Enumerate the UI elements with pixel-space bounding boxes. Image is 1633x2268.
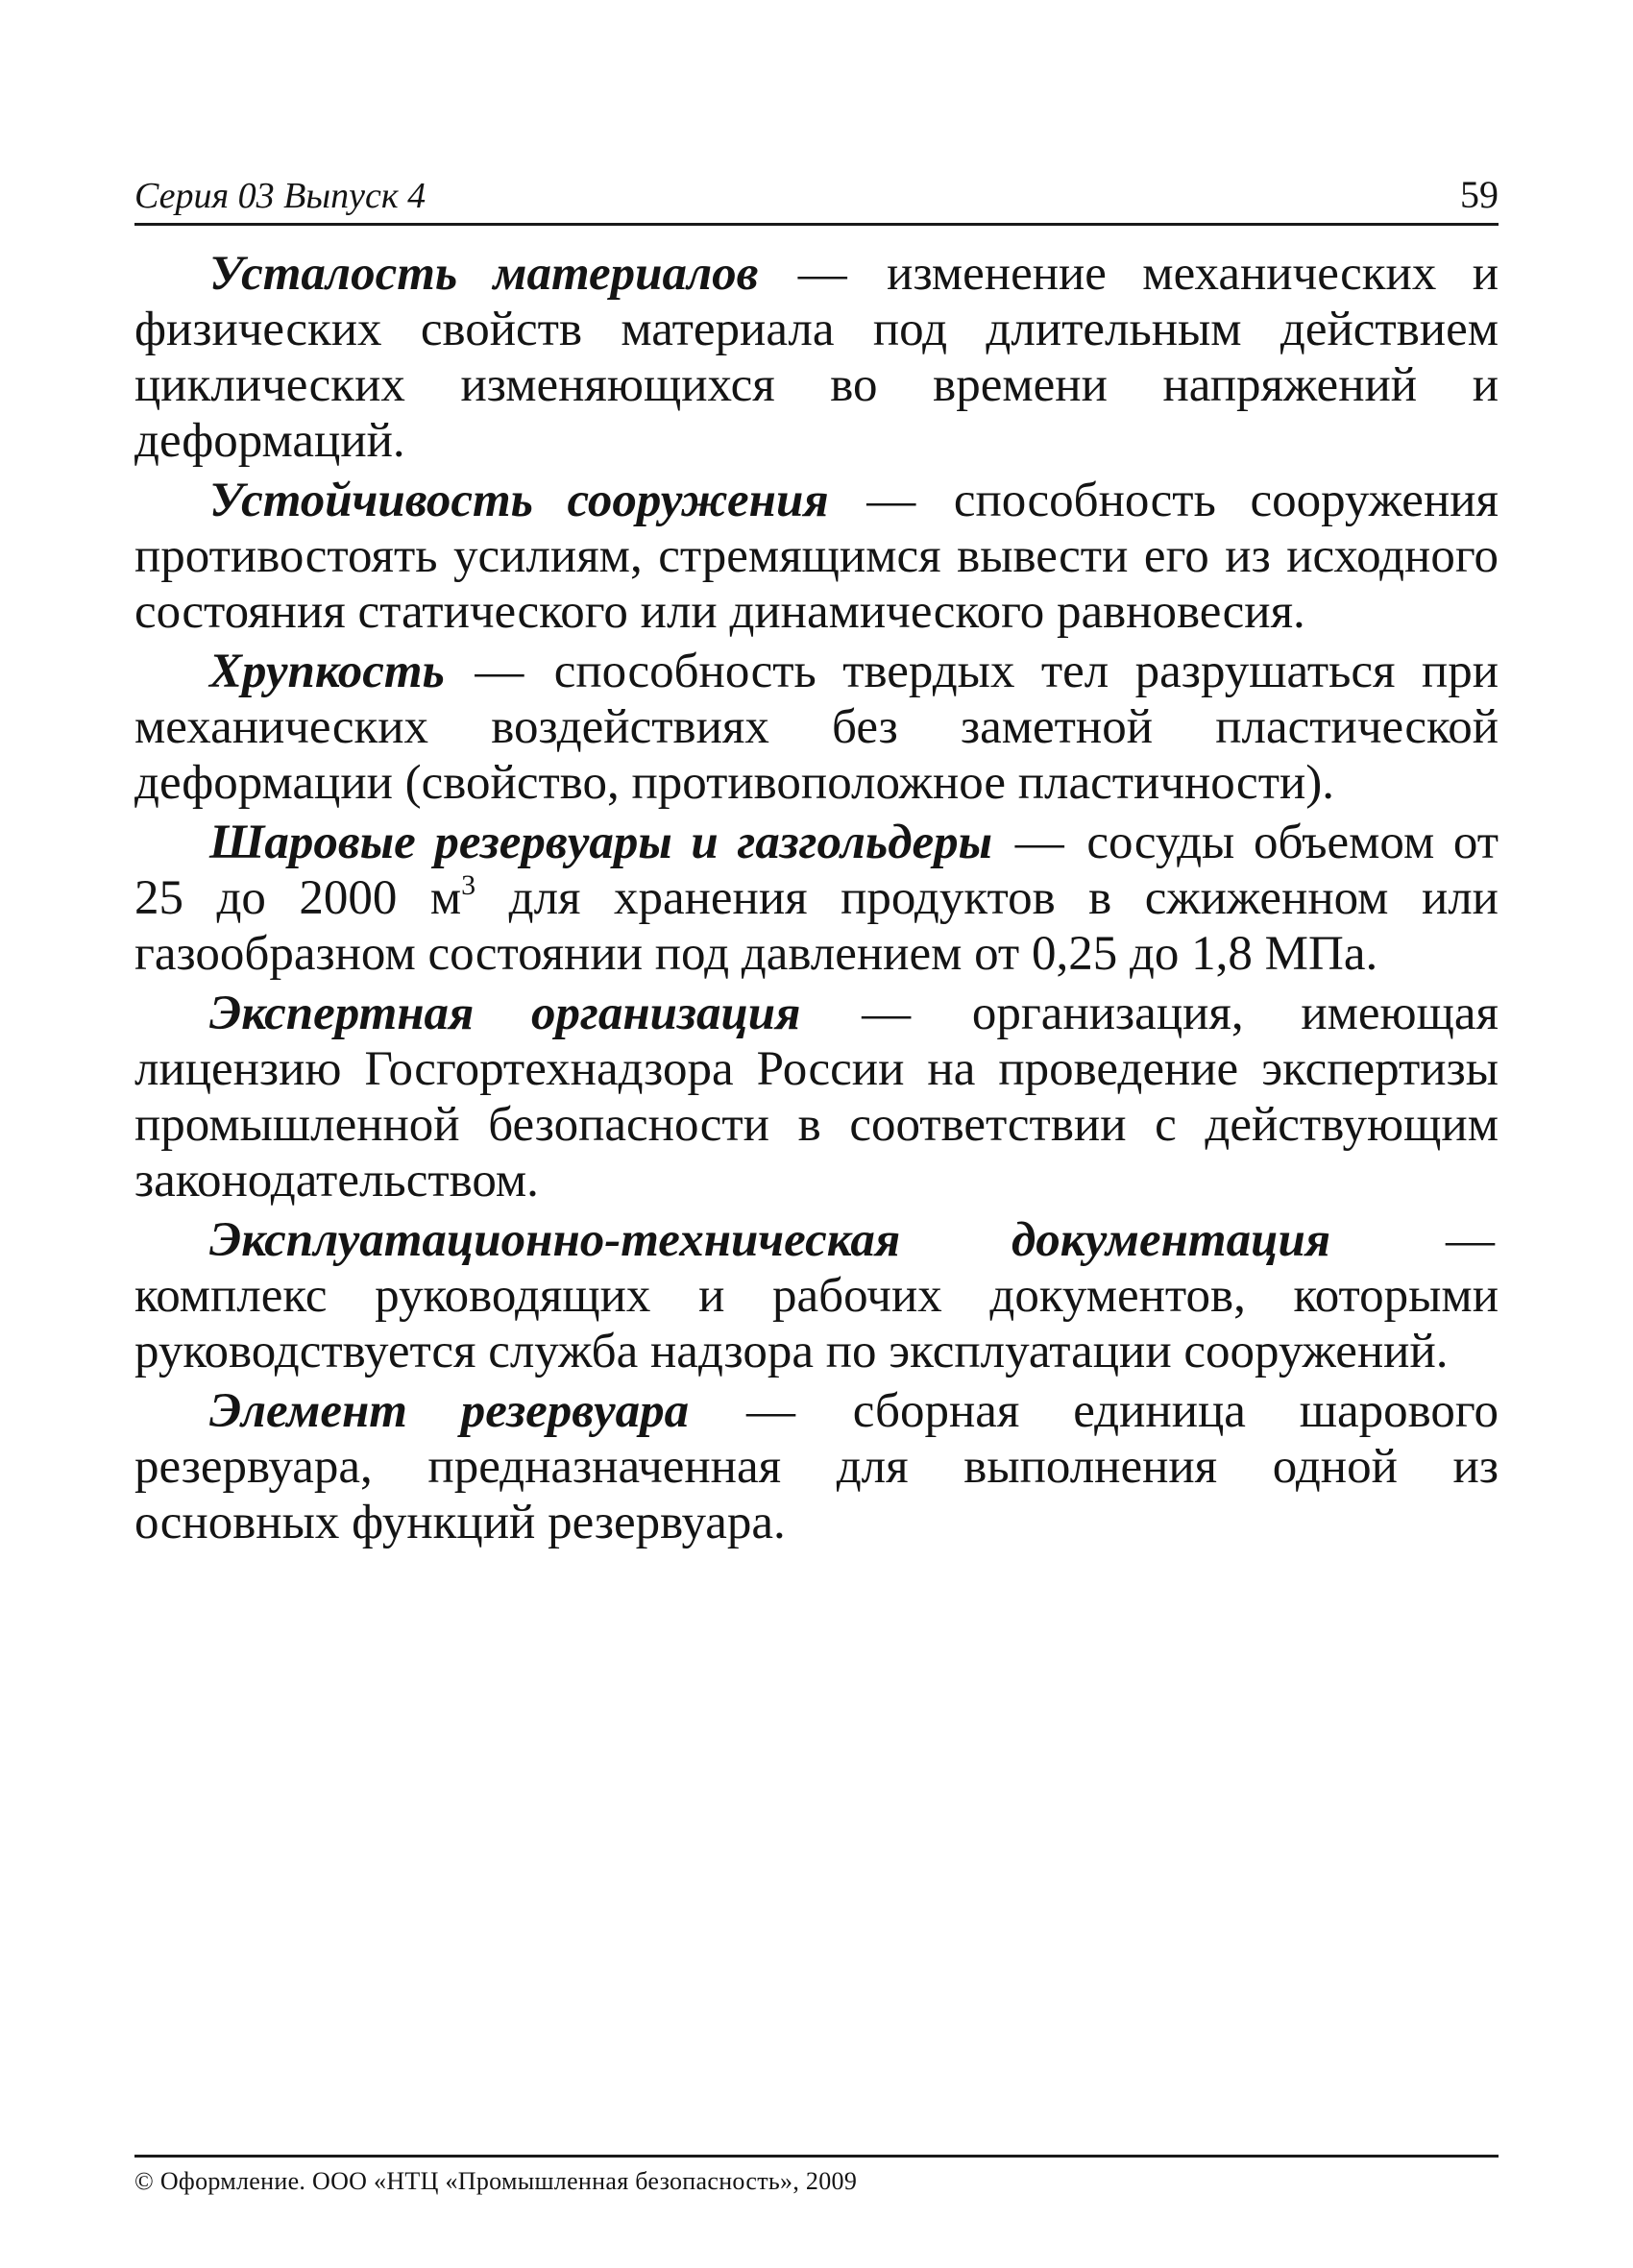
glossary-definition: способность сооружения противостоять усилиям, стремящимся вывести его из исходного состояния статического или динамического равновесия. bbox=[134, 474, 1499, 639]
term-dash: — bbox=[862, 987, 912, 1040]
glossary-entry bbox=[134, 1212, 1499, 1379]
glossary-term: Устойчивость сооружения bbox=[209, 474, 829, 527]
term-dash: — bbox=[1014, 816, 1064, 869]
glossary-body bbox=[134, 246, 1499, 1554]
glossary-definition: способность твердых тел разрушаться при механических воздействиях без заметной пластической деформации (свойство, противоположное пластичности). bbox=[134, 645, 1499, 810]
glossary-term: Хрупкость bbox=[209, 645, 445, 698]
page-footer bbox=[134, 2155, 1499, 2196]
glossary-definition-continued: для хранения продуктов в сжиженном или газообразном состоянии под давлением от 0,25 до 1,8 МПа. bbox=[134, 871, 1499, 981]
term-dash: — bbox=[866, 474, 916, 527]
glossary-term: Элемент резервуара bbox=[209, 1384, 690, 1438]
glossary-definition: комплекс руководящих и рабочих документов, которыми руководствуется служба надзора по эксплуатации сооружений. bbox=[134, 1269, 1499, 1378]
glossary-term: Экспертная организация bbox=[209, 987, 801, 1040]
copyright-notice: © Оформление. ООО «НТЦ «Промышленная безопасность», 2009 bbox=[134, 2167, 858, 2195]
glossary-term: Шаровые резервуары и газгольдеры bbox=[209, 816, 993, 869]
page-number: 59 bbox=[1460, 173, 1499, 216]
glossary-definition: сборная единица шарового резервуара, предназначенная для выполнения одной из основных функций резервуара. bbox=[134, 1384, 1499, 1549]
term-dash: — bbox=[1446, 1213, 1495, 1267]
glossary-entry bbox=[134, 1383, 1499, 1550]
glossary-entry bbox=[134, 473, 1499, 640]
glossary-entry bbox=[134, 815, 1499, 982]
glossary-definition: сосуды объемом от 25 до 2000 м bbox=[134, 816, 1499, 925]
glossary-entry bbox=[134, 246, 1499, 469]
page-header bbox=[134, 169, 1499, 226]
series-title: Серия 03 Выпуск 4 bbox=[134, 176, 427, 216]
superscript-exponent: 3 bbox=[461, 869, 476, 901]
term-dash: — bbox=[475, 645, 524, 698]
glossary-term: Эксплуатационно-техническая документация bbox=[209, 1213, 1331, 1267]
glossary-entry bbox=[134, 986, 1499, 1208]
glossary-entry bbox=[134, 644, 1499, 811]
glossary-definition: изменение механических и физических свойств материала под длительным действием циклических изменяющихся во времени напряжений и деформаций. bbox=[134, 247, 1499, 468]
term-dash: — bbox=[797, 247, 847, 301]
glossary-definition: организация, имеющая лицензию Госгортехнадзора России на проведение экспертизы промышленной безопасности в соответствии с действующим законодательством. bbox=[134, 987, 1499, 1207]
term-dash: — bbox=[745, 1384, 795, 1438]
glossary-term: Усталость материалов bbox=[209, 247, 759, 301]
